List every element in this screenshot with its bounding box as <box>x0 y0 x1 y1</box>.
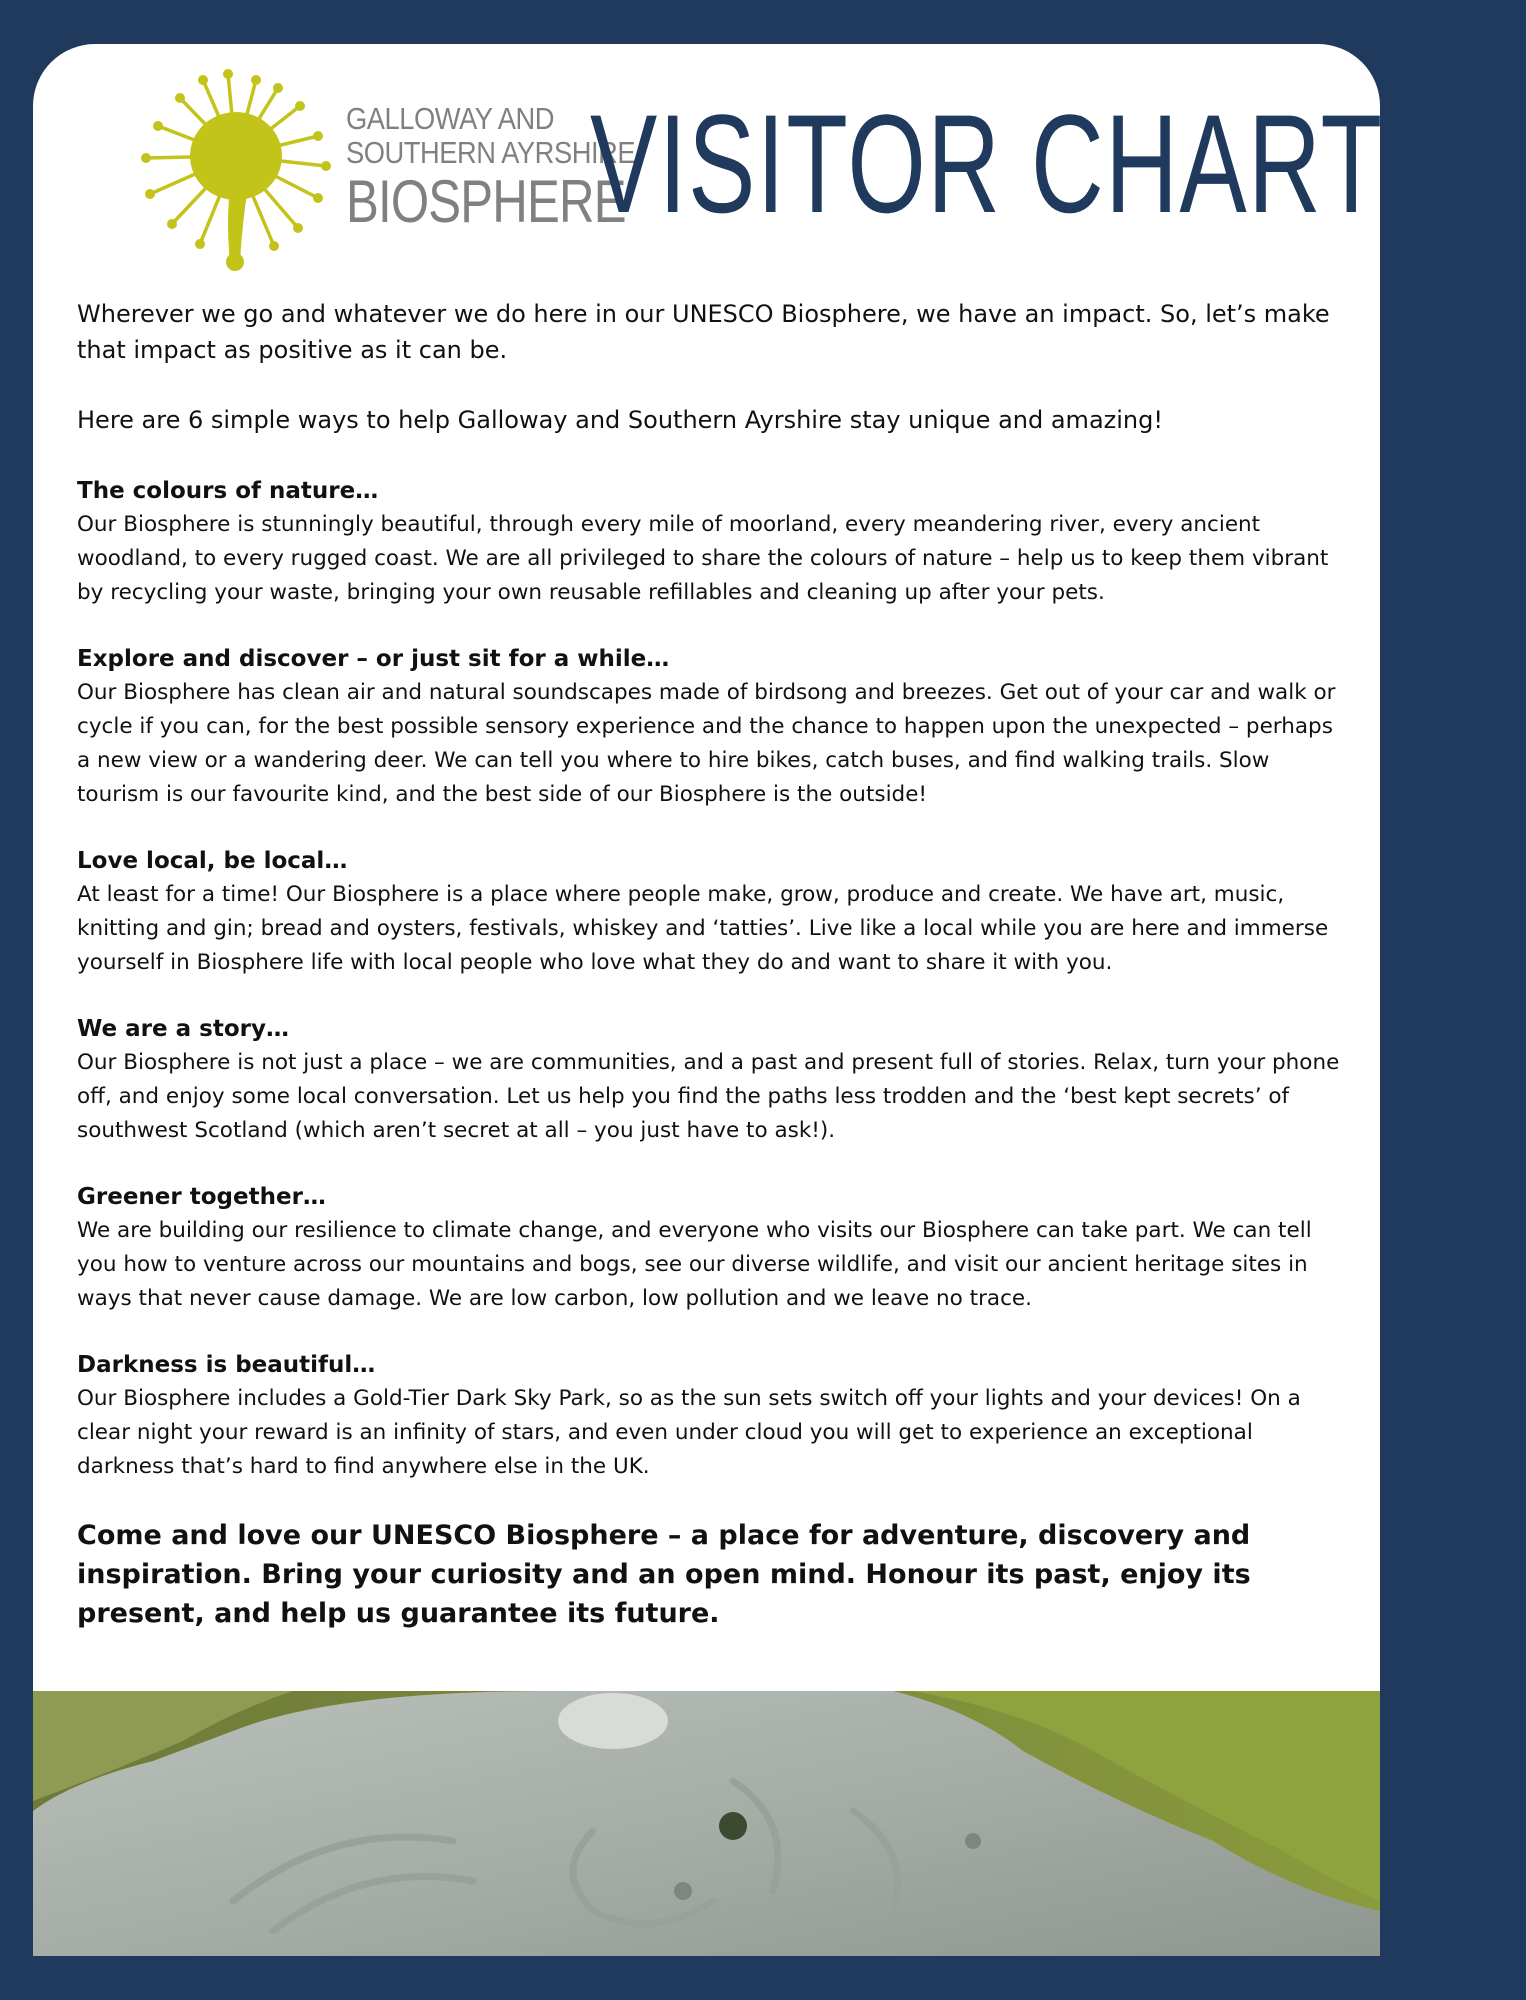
section-we-are-a-story <box>77 1012 1347 1148</box>
section-heading: Love local, be local… <box>77 848 348 874</box>
section-colours-of-nature <box>77 474 1347 610</box>
section-heading: The colours of nature… <box>77 478 379 504</box>
section-love-local <box>77 844 1347 980</box>
intro-ways: Here are 6 simple ways to help Galloway and Southern Ayrshire stay unique and amazing! <box>77 406 1163 434</box>
section-explore-and-discover <box>77 642 1347 812</box>
section-greener-together <box>77 1180 1347 1316</box>
section-heading: Darkness is beautiful… <box>77 1352 376 1378</box>
charter-content <box>77 296 1347 1633</box>
sun-burst-icon <box>138 66 338 271</box>
page-title: VISITOR CHARTER <box>590 85 1526 242</box>
logo-line-2: SOUTHERN AYRSHIRE <box>346 135 636 170</box>
section-heading: Explore and discover – or just sit for a while… <box>77 646 670 672</box>
intro-paragraph: Wherever we go and whatever we do here in our UNESCO Biosphere, we have an impact. So, let’s make that impact as positive as it can be. <box>77 300 1330 364</box>
section-body: Our Biosphere includes a Gold-Tier Dark Sky Park, so as the sun sets switch off your lights and your devices! On a clear night your reward is an infinity of stars, and even under cloud you will get to experience an exceptional darkness that’s hard to find anywhere else in the UK. <box>77 1386 1301 1479</box>
section-heading: Greener together… <box>77 1184 326 1210</box>
section-darkness-is-beautiful <box>77 1348 1347 1484</box>
section-body: Our Biosphere is stunningly beautiful, through every mile of moorland, every meandering river, every ancient woodland, to every rugged coast. We are all privileged to share the colours of nature – help us to keep them vibrant by recycling your waste, bringing your own reusable refillables and cleaning up after your pets. <box>77 512 1329 605</box>
section-heading: We are a story… <box>77 1016 289 1042</box>
section-body: Our Biosphere has clean air and natural soundscapes made of birdsong and breezes. Get out of your car and walk or cycle if you can, for the best possible sensory experience and the chance to happen upon the unexpected – perhaps a new view or a wandering deer. We can tell you where to hire bikes, catch buses, and find walking trails. Slow tourism is our favourite kind, and the best side of our Biosphere is the outside! <box>77 680 1336 807</box>
header <box>33 44 1526 274</box>
charter-card <box>33 44 1526 1956</box>
section-body: We are building our resilience to climate change, and everyone who visits our Biosphere can take part. We can tell you how to venture across our mountains and bogs, see our diverse wildlife, and visit our ancient heritage sites in ways that never cause damage. We are low carbon, low pollution and we leave no trace. <box>77 1218 1312 1311</box>
logo-line-3: BIOSPHERE <box>346 168 626 235</box>
carved-rock-photo <box>33 1691 1380 1956</box>
section-body: At least for a time! Our Biosphere is a place where people make, grow, produce and create. We have art, music, knitting and gin; bread and oysters, festivals, whiskey and ‘tatties’. Live like a local while you are here and immerse yourself in Biosphere life with local people who love what they do and want to share it with you. <box>77 882 1329 975</box>
section-body: Our Biosphere is not just a place – we are communities, and a past and present full of stories. Relax, turn your phone off, and enjoy some local conversation. Let us help you find the paths less trodden and the ‘best kept secrets’ of southwest Scotland (which aren’t secret at all – you just have to ask!). <box>77 1050 1340 1143</box>
logo-line-1: GALLOWAY AND <box>346 101 554 136</box>
closing-statement: Come and love our UNESCO Biosphere – a place for adventure, discovery and inspiration. Bring your curiosity and an open mind. Honour its past, enjoy its present, and help us guarantee its future. <box>77 1520 1251 1629</box>
